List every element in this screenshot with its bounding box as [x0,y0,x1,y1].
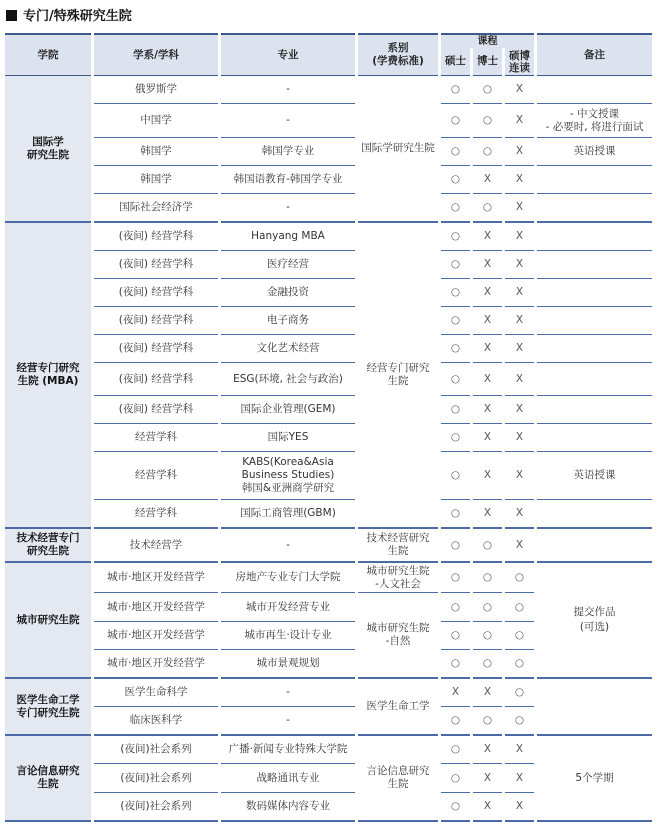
major-cell: 城市开发经营专业 [221,593,355,622]
major-cell: 韩国语教育-韩国学专业 [221,166,355,194]
master-mark: ○ [441,335,470,363]
header-notes: 备注 [537,33,652,76]
master-mark: ○ [441,500,470,529]
doctor-mark: ○ [473,563,502,593]
doctor-mark: ○ [473,194,502,223]
master-mark: X [441,679,470,707]
dept-cell: (夜间) 经营学科 [94,363,218,396]
series-mba: 经营专门研究 生院 [358,223,438,529]
doctor-mark: ○ [473,622,502,650]
header-course: 课程 [441,33,534,48]
doctor-mark: X [473,424,502,452]
master-mark: ○ [441,424,470,452]
master-mark: ○ [441,223,470,251]
header-dept: 学系/学科 [94,33,218,76]
dept-cell: (夜间) 经营学科 [94,396,218,424]
master-mark: ○ [441,166,470,194]
major-cell: KABS(Korea&Asia Business Studies) 韩国&亚洲商学研究 [221,452,355,500]
major-cell: Hanyang MBA [221,223,355,251]
combined-mark: X [505,396,534,424]
school-mba: 经营专门研究 生院 (MBA) [5,223,91,529]
note-cell [537,76,652,104]
dept-cell: (夜间)社会系列 [94,764,218,793]
dept-cell: 临床医科学 [94,707,218,736]
series-tech: 技术经营研究 生院 [358,529,438,563]
major-cell: 广播·新闻专业特殊大学院 [221,736,355,764]
major-cell: 金融投资 [221,279,355,307]
combined-mark: X [505,793,534,822]
combined-mark: X [505,223,534,251]
header-combined [505,48,534,76]
doctor-mark: X [473,764,502,793]
note-portfolio: 提交作品 (可选) [537,563,652,679]
dept-cell: (夜间) 经营学科 [94,335,218,363]
note-cell [537,166,652,194]
dept-cell: 韩国学 [94,166,218,194]
combined-mark: X [505,736,534,764]
note-kabs-english: 英语授课 [537,452,652,500]
combined-mark: X [505,363,534,396]
dept-cell: (夜间) 经营学科 [94,251,218,279]
header-series-label: 系别 [387,42,409,54]
header-series [358,33,438,76]
note-cell [537,251,652,279]
combined-mark: X [505,138,534,166]
combined-mark: X [505,307,534,335]
master-mark: ○ [441,793,470,822]
dept-cell: 经营学科 [94,500,218,529]
doctor-mark: X [473,452,502,500]
note-english: 英语授课 [537,138,652,166]
master-mark: ○ [441,707,470,736]
major-cell: 房地产专业专门大学院 [221,563,355,593]
combined-mark: ○ [505,593,534,622]
doctor-mark: ○ [473,76,502,104]
combined-mark: X [505,452,534,500]
school-med: 医学生命工学 专门研究生院 [5,679,91,736]
combined-mark: X [505,529,534,563]
master-mark: ○ [441,279,470,307]
master-mark: ○ [441,650,470,679]
master-mark: ○ [441,622,470,650]
school-media: 言论信息研究 生院 [5,736,91,822]
major-cell: - [221,529,355,563]
master-mark: ○ [441,529,470,563]
square-bullet-icon [6,10,17,21]
section-title-text: 专门/特殊研究生院 [23,9,132,24]
master-mark: ○ [441,363,470,396]
dept-cell: 国际社会经济学 [94,194,218,223]
major-cell: - [221,679,355,707]
dept-cell: (夜间)社会系列 [94,736,218,764]
doctor-mark: X [473,736,502,764]
combined-mark: ○ [505,622,534,650]
master-mark: ○ [441,764,470,793]
combined-mark: X [505,764,534,793]
major-cell: 国际工商管理(GBM) [221,500,355,529]
master-mark: ○ [441,396,470,424]
major-cell: - [221,194,355,223]
dept-cell: 技术经营学 [94,529,218,563]
table-body [5,76,652,822]
doctor-mark: ○ [473,138,502,166]
dept-cell: 韩国学 [94,138,218,166]
note-cell [537,679,652,736]
dept-cell: 城市·地区开发经营学 [94,650,218,679]
doctor-mark: X [473,793,502,822]
doctor-mark: X [473,396,502,424]
master-mark: ○ [441,736,470,764]
master-mark: ○ [441,563,470,593]
doctor-mark: ○ [473,707,502,736]
note-cell [537,279,652,307]
header-combined-1: 硕博 [509,49,530,62]
header-doctor: 博士 [473,48,502,76]
major-cell: 国际企业管理(GEM) [221,396,355,424]
master-mark: ○ [441,251,470,279]
combined-mark: X [505,500,534,529]
doctor-mark: X [473,335,502,363]
doctor-mark: X [473,223,502,251]
master-mark: ○ [441,138,470,166]
note-cell [537,223,652,251]
note-cell [537,363,652,396]
master-mark: ○ [441,104,470,138]
doctor-mark: X [473,363,502,396]
doctor-mark: ○ [473,529,502,563]
doctor-mark: X [473,307,502,335]
major-cell: - [221,76,355,104]
doctor-mark: ○ [473,593,502,622]
major-cell: - [221,104,355,138]
dept-cell: 城市·地区开发经营学 [94,593,218,622]
master-mark: ○ [441,593,470,622]
major-cell: 韩国学专业 [221,138,355,166]
header-master: 硕士 [441,48,470,76]
combined-mark: X [505,279,534,307]
note-cell [537,424,652,452]
dept-cell: 俄罗斯学 [94,76,218,104]
major-cell: 文化艺术经营 [221,335,355,363]
dept-cell: (夜间)社会系列 [94,793,218,822]
combined-mark: X [505,194,534,223]
dept-cell: 中国学 [94,104,218,138]
doctor-mark: ○ [473,104,502,138]
section-title [6,7,132,27]
master-mark: ○ [441,76,470,104]
major-cell: ESG(环境, 社会与政治) [221,363,355,396]
series-urban-humanities: 城市研究生院 -人文社会 [358,563,438,593]
combined-mark: ○ [505,679,534,707]
combined-mark: X [505,251,534,279]
major-cell: 医疗经营 [221,251,355,279]
header-series-sub: (学费标准) [372,55,424,67]
note-five-semesters: 5个学期 [537,736,652,822]
combined-mark: ○ [505,563,534,593]
series-med: 医学生命工学 [358,679,438,736]
note-cell [537,307,652,335]
major-cell: 城市景观规划 [221,650,355,679]
series-intl: 国际学研究生院 [358,76,438,223]
combined-mark: X [505,335,534,363]
school-intl: 国际学 研究生院 [5,76,91,223]
combined-mark: X [505,76,534,104]
note-cell [537,396,652,424]
major-cell: 战略通讯专业 [221,764,355,793]
doctor-mark: ○ [473,650,502,679]
note-cell [537,335,652,363]
doctor-mark: X [473,500,502,529]
note-cell [537,194,652,223]
major-cell: 城市再生·设计专业 [221,622,355,650]
major-cell: 数码媒体内容专业 [221,793,355,822]
dept-cell: (夜间) 经营学科 [94,223,218,251]
dept-cell: (夜间) 经营学科 [94,307,218,335]
combined-mark: ○ [505,707,534,736]
combined-mark: ○ [505,650,534,679]
note-cell [537,500,652,529]
master-mark: ○ [441,452,470,500]
combined-mark: X [505,424,534,452]
series-media: 言论信息研究 生院 [358,736,438,822]
combined-mark: X [505,104,534,138]
dept-cell: 城市·地区开发经营学 [94,622,218,650]
header-major: 专业 [221,33,355,76]
dept-cell: 经营学科 [94,424,218,452]
combined-mark: X [505,166,534,194]
note-cell [537,529,652,563]
school-tech: 技术经营专门 研究生院 [5,529,91,563]
doctor-mark: X [473,166,502,194]
header-combined-2: 连读 [509,61,530,74]
major-cell: 国际YES [221,424,355,452]
doctor-mark: X [473,279,502,307]
dept-cell: (夜间) 经营学科 [94,279,218,307]
series-urban-nature: 城市研究生院 -自然 [358,593,438,679]
master-mark: ○ [441,194,470,223]
major-cell: - [221,707,355,736]
programs-table [2,33,655,822]
dept-cell: 经营学科 [94,452,218,500]
header-school: 学院 [5,33,91,76]
major-cell: 电子商务 [221,307,355,335]
doctor-mark: X [473,679,502,707]
doctor-mark: X [473,251,502,279]
dept-cell: 城市·地区开发经营学 [94,563,218,593]
dept-cell: 医学生命科学 [94,679,218,707]
note-chinese-instruction: - 中文授课 - 必要时, 将进行面试 [537,104,652,138]
master-mark: ○ [441,307,470,335]
school-urban: 城市研究生院 [5,563,91,679]
